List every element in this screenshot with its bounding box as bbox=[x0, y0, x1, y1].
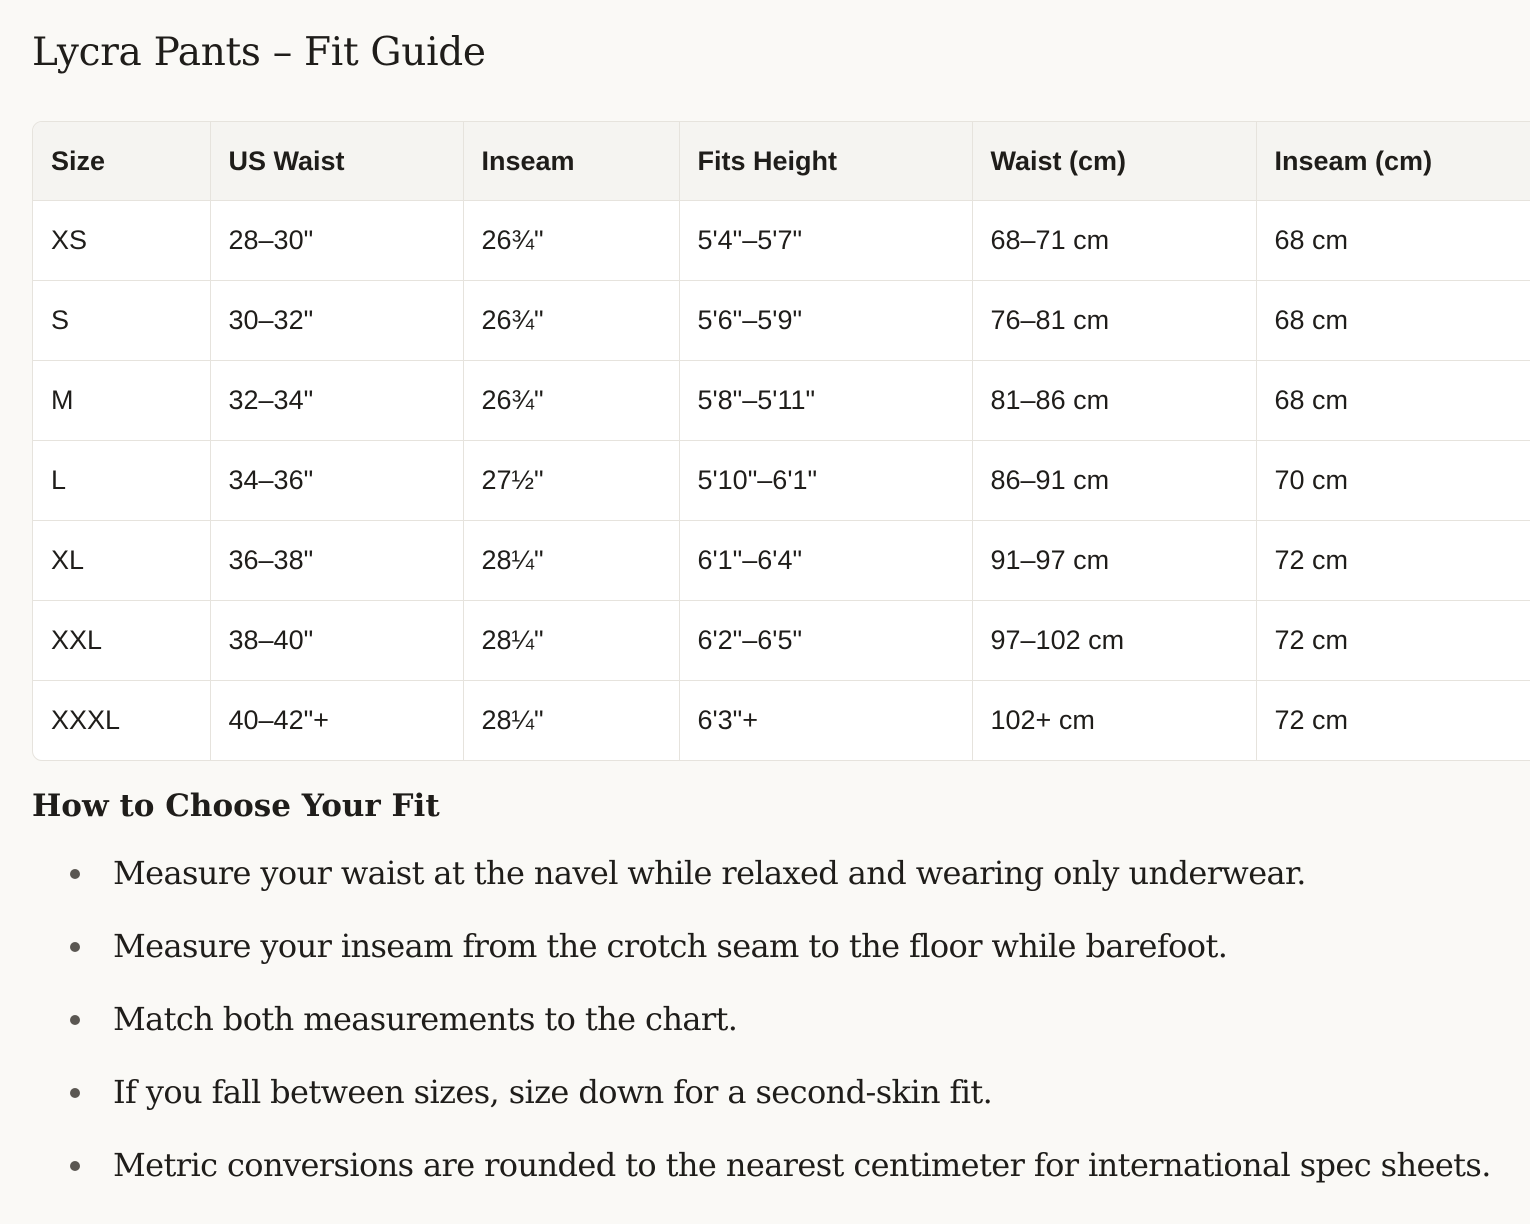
cell-size: M bbox=[33, 361, 210, 441]
bullet-icon bbox=[70, 1015, 80, 1025]
table-row bbox=[33, 521, 1530, 601]
size-chart-table-container bbox=[32, 121, 1530, 761]
list-item bbox=[0, 984, 1491, 1057]
cell-fits-height: 6'2"–6'5" bbox=[679, 601, 972, 681]
tip-text: Measure your inseam from the crotch seam to the floor while barefoot. bbox=[113, 927, 1228, 965]
list-item bbox=[0, 838, 1491, 911]
cell-waist-cm: 81–86 cm bbox=[972, 361, 1256, 441]
bullet-icon bbox=[70, 1088, 80, 1098]
list-item bbox=[0, 1130, 1491, 1203]
cell-waist-cm: 68–71 cm bbox=[972, 201, 1256, 281]
cell-size: XXXL bbox=[33, 681, 210, 761]
cell-fits-height: 5'8"–5'11" bbox=[679, 361, 972, 441]
column-header-fits-height: Fits Height bbox=[679, 122, 972, 201]
cell-fits-height: 6'1"–6'4" bbox=[679, 521, 972, 601]
cell-inseam: 28¼" bbox=[463, 681, 679, 761]
cell-inseam: 28¼" bbox=[463, 601, 679, 681]
section-heading-fit: How to Choose Your Fit bbox=[32, 788, 440, 824]
cell-inseam-cm: 68 cm bbox=[1256, 201, 1530, 281]
column-header-inseam-cm: Inseam (cm) bbox=[1256, 122, 1530, 201]
cell-inseam: 27½" bbox=[463, 441, 679, 521]
cell-waist-cm: 91–97 cm bbox=[972, 521, 1256, 601]
cell-waist-cm: 76–81 cm bbox=[972, 281, 1256, 361]
table-row bbox=[33, 201, 1530, 281]
cell-size: XL bbox=[33, 521, 210, 601]
column-header-waist-cm: Waist (cm) bbox=[972, 122, 1256, 201]
table-row bbox=[33, 441, 1530, 521]
cell-waist-cm: 86–91 cm bbox=[972, 441, 1256, 521]
cell-fits-height: 5'10"–6'1" bbox=[679, 441, 972, 521]
tip-text: Measure your waist at the navel while relaxed and wearing only underwear. bbox=[113, 854, 1306, 892]
cell-us-waist: 36–38" bbox=[210, 521, 463, 601]
cell-inseam: 26¾" bbox=[463, 361, 679, 441]
tip-text: If you fall between sizes, size down for a second-skin fit. bbox=[113, 1073, 993, 1111]
table-row bbox=[33, 601, 1530, 681]
cell-waist-cm: 102+ cm bbox=[972, 681, 1256, 761]
column-header-us-waist: US Waist bbox=[210, 122, 463, 201]
cell-fits-height: 6'3"+ bbox=[679, 681, 972, 761]
cell-inseam-cm: 72 cm bbox=[1256, 681, 1530, 761]
cell-us-waist: 40–42"+ bbox=[210, 681, 463, 761]
column-header-size: Size bbox=[33, 122, 210, 201]
cell-us-waist: 28–30" bbox=[210, 201, 463, 281]
cell-inseam: 28¼" bbox=[463, 521, 679, 601]
cell-inseam: 26¾" bbox=[463, 201, 679, 281]
list-item bbox=[0, 911, 1491, 984]
tip-text: Match both measurements to the chart. bbox=[113, 1000, 738, 1038]
table-row bbox=[33, 281, 1530, 361]
page-title: Lycra Pants – Fit Guide bbox=[32, 30, 486, 75]
cell-inseam-cm: 72 cm bbox=[1256, 601, 1530, 681]
column-header-inseam: Inseam bbox=[463, 122, 679, 201]
table-row bbox=[33, 361, 1530, 441]
cell-size: L bbox=[33, 441, 210, 521]
fit-tips-list bbox=[0, 838, 1491, 1203]
cell-inseam-cm: 68 cm bbox=[1256, 281, 1530, 361]
cell-us-waist: 34–36" bbox=[210, 441, 463, 521]
cell-size: XXL bbox=[33, 601, 210, 681]
bullet-icon bbox=[70, 942, 80, 952]
table-row bbox=[33, 681, 1530, 761]
cell-size: S bbox=[33, 281, 210, 361]
cell-us-waist: 30–32" bbox=[210, 281, 463, 361]
table-header-row bbox=[33, 122, 1530, 201]
bullet-icon bbox=[70, 869, 80, 879]
tip-text: Metric conversions are rounded to the nearest centimeter for international spec sheets. bbox=[113, 1146, 1491, 1184]
cell-inseam-cm: 68 cm bbox=[1256, 361, 1530, 441]
size-chart-table bbox=[33, 122, 1530, 760]
cell-size: XS bbox=[33, 201, 210, 281]
cell-us-waist: 32–34" bbox=[210, 361, 463, 441]
cell-fits-height: 5'6"–5'9" bbox=[679, 281, 972, 361]
bullet-icon bbox=[70, 1161, 80, 1171]
cell-us-waist: 38–40" bbox=[210, 601, 463, 681]
list-item bbox=[0, 1057, 1491, 1130]
cell-waist-cm: 97–102 cm bbox=[972, 601, 1256, 681]
cell-inseam: 26¾" bbox=[463, 281, 679, 361]
cell-inseam-cm: 70 cm bbox=[1256, 441, 1530, 521]
cell-inseam-cm: 72 cm bbox=[1256, 521, 1530, 601]
cell-fits-height: 5'4"–5'7" bbox=[679, 201, 972, 281]
